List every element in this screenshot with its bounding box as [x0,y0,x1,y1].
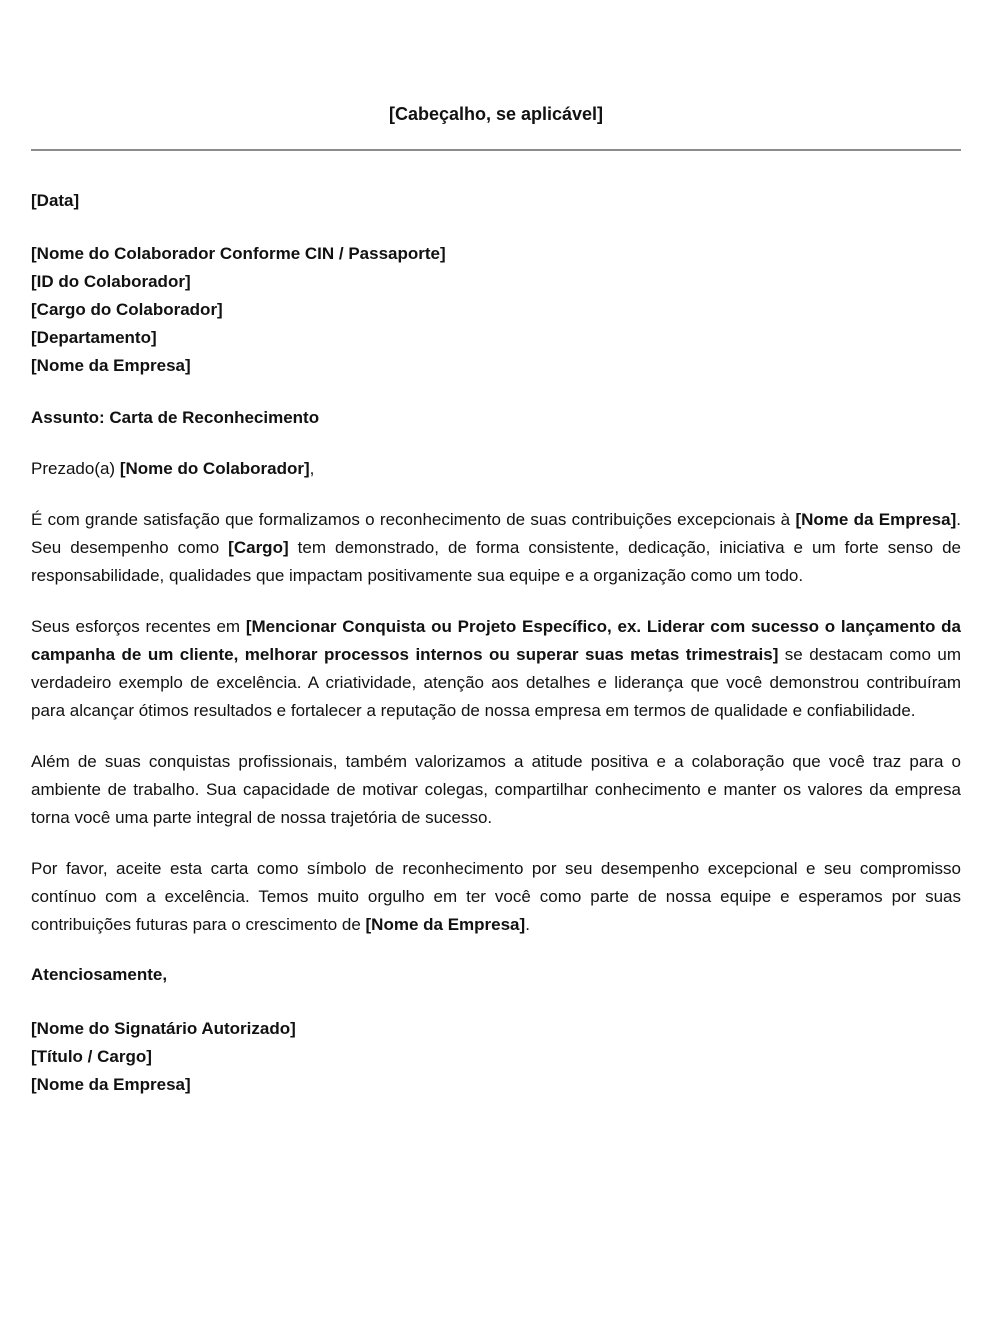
recipient-name-line: [Nome do Colaborador Conforme CIN / Passaporte] [31,244,446,263]
signatory-company-line: [Nome da Empresa] [31,1075,191,1094]
header-divider [31,149,961,151]
signatory-name-line: [Nome do Signatário Autorizado] [31,1019,296,1038]
date-placeholder: [Data] [31,191,80,210]
subject-line: Assunto: Carta de Reconhecimento [31,408,320,427]
paragraph-conclusion: Por favor, aceite esta carta como símbolo de reconhecimento por seu desempenho excepcional e seu compromisso contínuo com a excelência. Temos muito orgulho em ter você como parte de nossa equipe e esperamos por suas contribuições futuras para o crescimento de [Nome da Empresa]. [31,859,961,934]
signatory-title-line: [Título / Cargo] [31,1047,152,1066]
recipient-id-line: [ID do Colaborador] [31,272,191,291]
recipient-block [31,240,961,380]
signature-block [31,1015,961,1099]
paragraph-attitude: Além de suas conquistas profissionais, também valorizamos a atitude positiva e a colaboração que você traz para o ambiente de trabalho. Sua capacidade de motivar colegas, compartilhar conhecimento e manter os valores da empresa torna você uma parte integral de nossa trajetória de sucesso. [31,752,961,827]
recipient-department-line: [Departamento] [31,328,157,347]
closing: Atenciosamente, [31,965,168,984]
recipient-company-line: [Nome da Empresa] [31,356,191,375]
salutation: Prezado(a) [Nome do Colaborador], [31,459,315,478]
letter-header-placeholder: [Cabeçalho, se aplicável] [388,104,604,124]
recipient-role-line: [Cargo do Colaborador] [31,300,223,319]
paragraph-intro: É com grande satisfação que formalizamos o reconhecimento de suas contribuições excepcionais à [Nome da Empresa]. Seu desempenho como [Cargo] tem demonstrado, de forma consistente, dedicação, iniciativa e um forte senso de responsabilidade, qualidades que impactam positivamente sua equipe e a organização como um todo. [31,510,961,585]
paragraph-achievement: Seus esforços recentes em [Mencionar Conquista ou Projeto Específico, ex. Liderar com sucesso o lançamento da campanha de um cliente, melhorar processos internos ou superar suas metas trimestrais] se destacam como um verdadeiro exemplo de excelência. A criatividade, atenção aos detalhes e liderança que você demonstrou contribuíram para alcançar ótimos resultados e fortalecer a reputação de nossa empresa em termos de qualidade e confiabilidade. [31,617,961,720]
